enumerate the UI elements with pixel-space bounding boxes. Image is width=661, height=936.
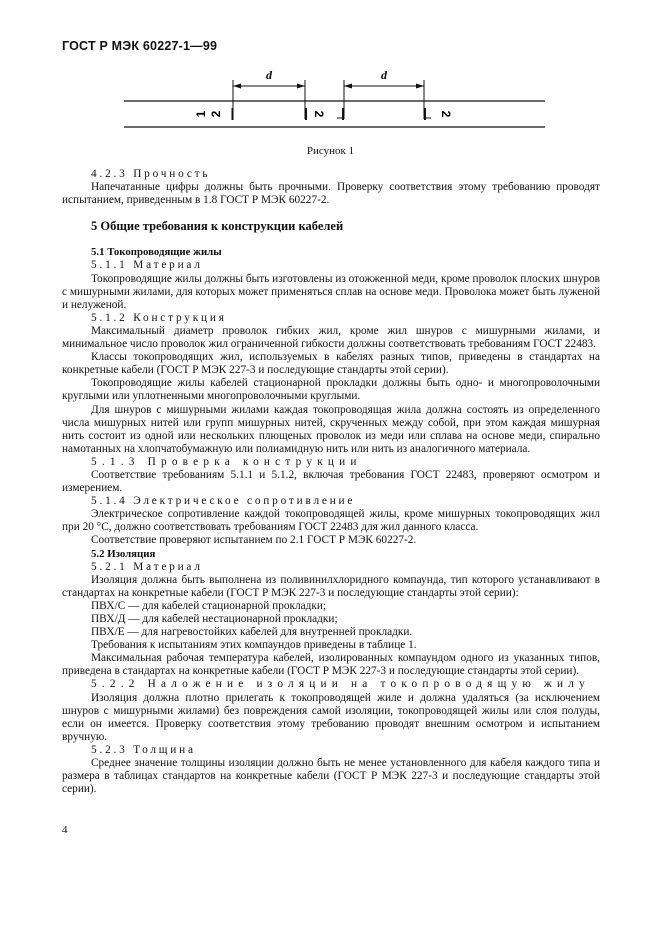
printed-digit: 1 (194, 110, 209, 118)
section-5-1-1-title: 5.1.1 Материал (91, 259, 203, 272)
section-5-1-1-body: Токопроводящие жилы должны быть изготовлены из отожженной меди, кроме проволок плоских шнуров с мишурными жилами, для которых может применяться сплав на основе меди. Проволока может быть луженой и нелуженой. (62, 272, 600, 311)
section-5-2-2-title: 5.2.2 Наложение изоляции на токопроводящую жилу (91, 678, 590, 691)
section-5-2-1-paragraph: Максимальная рабочая температура кабелей, изолированных компаундом одного из указанных типов, приведена в стандартах на конкретные кабели (ГОСТ Р МЭК 227-3 и последующие стандарты этой серии). (62, 652, 600, 678)
figure-1-cable-marking (0, 0, 661, 160)
section-4-2-3-title: 4.2.3 Прочность (91, 168, 211, 180)
section-5-1-2-title: 5.1.2 Конструкция (91, 311, 227, 324)
mark-bar (232, 108, 234, 120)
section-5-1-3-body: Соответствие требованиям 5.1.1 и 5.1.2, включая требования ГОСТ 22483, проверяют осмотром и измерением. (62, 468, 600, 495)
page-number: 4 (62, 824, 68, 836)
section-5-2-1-paragraph: Изоляция должна быть выполнена из поливинилхлоридного компаунда, тип которого устанавливают в стандартах на конкретные кабели (ГОСТ Р МЭК 227-3 и последующие стандарты этой серии): (62, 573, 600, 599)
dim-label-1: d (266, 68, 272, 82)
printed-digit: 2 (209, 110, 224, 118)
section-5-1-2-paragraph: Максимальный диаметр проволок гибких жил, кроме жил шнуров с мишурными жилами, и минимальное число проволок жил ограниченной гибкости должны соответствовать требованиям ГОСТ 22483. (62, 324, 600, 351)
dim-arrow (344, 84, 352, 89)
dim-label-2: d (381, 68, 387, 82)
section-5-1-2-paragraph: Классы токопроводящих жил, используемых в кабелях разных типов, приведены в стандартах на конкретные кабели (ГОСТ Р МЭК 227-3 и последующие стандарты этой серии). (62, 351, 600, 377)
section-4-2-3-body: Напечатанные цифры должны быть прочными. Проверку соответствия этому требованию проводят испытанием, приведенным в 1.8 ГОСТ Р МЭК 60227-2. (62, 181, 600, 207)
section-5-heading: 5 Общие требования к конструкции кабелей (91, 219, 344, 234)
section-5-2-1-title: 5.2.1 Материал (91, 560, 203, 573)
section-5-1-2-paragraph: Токопроводящие жилы кабелей стационарной прокладки должны быть одно- и многопроволочными круглыми или уплотненными многопроволочными круглыми. (62, 377, 600, 403)
compound-list-item: ПВХ/Е — для нагревостойких кабелей для внутренней прокладки. (91, 626, 413, 639)
printed-digit: 2 (311, 110, 326, 118)
mark-bar (305, 108, 307, 120)
dim-arrow (297, 84, 305, 89)
section-5-1-4-title: 5.1.4 Электрическое сопротивление (91, 495, 356, 508)
dim-arrow (233, 84, 241, 89)
dim-arrow (416, 84, 424, 89)
mark-bar (342, 108, 344, 120)
section-5-2-3-body: Среднее значение толщины изоляции должно быть не менее установленного для кабеля каждого типа и размера в таблицах стандартов на конкретные кабели (ГОСТ Р МЭК 227-3 и последующие стандарты этой серии). (62, 757, 600, 796)
section-5-2-1-paragraph: Требования к испытаниям этих компаундов приведены в таблице 1. (91, 639, 417, 652)
document-header: ГОСТ Р МЭК 60227-1—99 (62, 39, 218, 53)
compound-list-item: ПВХ/С — для кабелей стационарной прокладки; (91, 599, 327, 612)
printed-digit: 2 (438, 110, 453, 118)
section-5-1-4-paragraph: Соответствие проверяют испытанием по 2.1 ГОСТ Р МЭК 60227-2. (91, 534, 417, 547)
mark-bar (424, 108, 426, 120)
section-5-2-2-body: Изоляция должна плотно прилегать к токопроводящей жиле и должна удаляться (за исключением шнуров с мишурными жилами) без повреждения самой изоляции, токопроводящей жилы или слоя полуды, если он имеется. Проверку соответствия этому требованию проводят внешним осмотром и испытанием вручную. (62, 691, 600, 743)
compound-list-item: ПВХ/Д — для кабелей нестационарной прокладки; (91, 613, 338, 625)
section-5-1-3-title: 5.1.3 Проверка конструкции (91, 455, 362, 468)
figure-caption: Рисунок 1 (306, 145, 355, 157)
section-5-2-3-title: 5.2.3 Толщина (91, 743, 196, 756)
section-5-1-heading: 5.1 Токопроводящие жилы (91, 246, 222, 259)
document-body (62, 168, 600, 796)
section-5-2-heading: 5.2 Изоляция (91, 547, 156, 560)
section-5-1-2-paragraph: Для шнуров с мишурными жилами каждая токопроводящая жила должна состоять из определенного числа мишурных нитей или групп мишурных нитей, скрученных между собой, при этом каждая мишурная нить состоит из одной или нескольких плющеных проволок из меди или сплава на основе меди, спирально намотанных на хлопчатобумажную или полиамидную нить или нить из аналогичного материала. (62, 403, 600, 455)
section-5-1-4-paragraph: Электрическое сопротивление каждой токопроводящей жилы, кроме мишурных токопроводящих жил при 20 °С, должно соответствовать требованиям ГОСТ 22483 для жил данного класса. (62, 508, 600, 534)
